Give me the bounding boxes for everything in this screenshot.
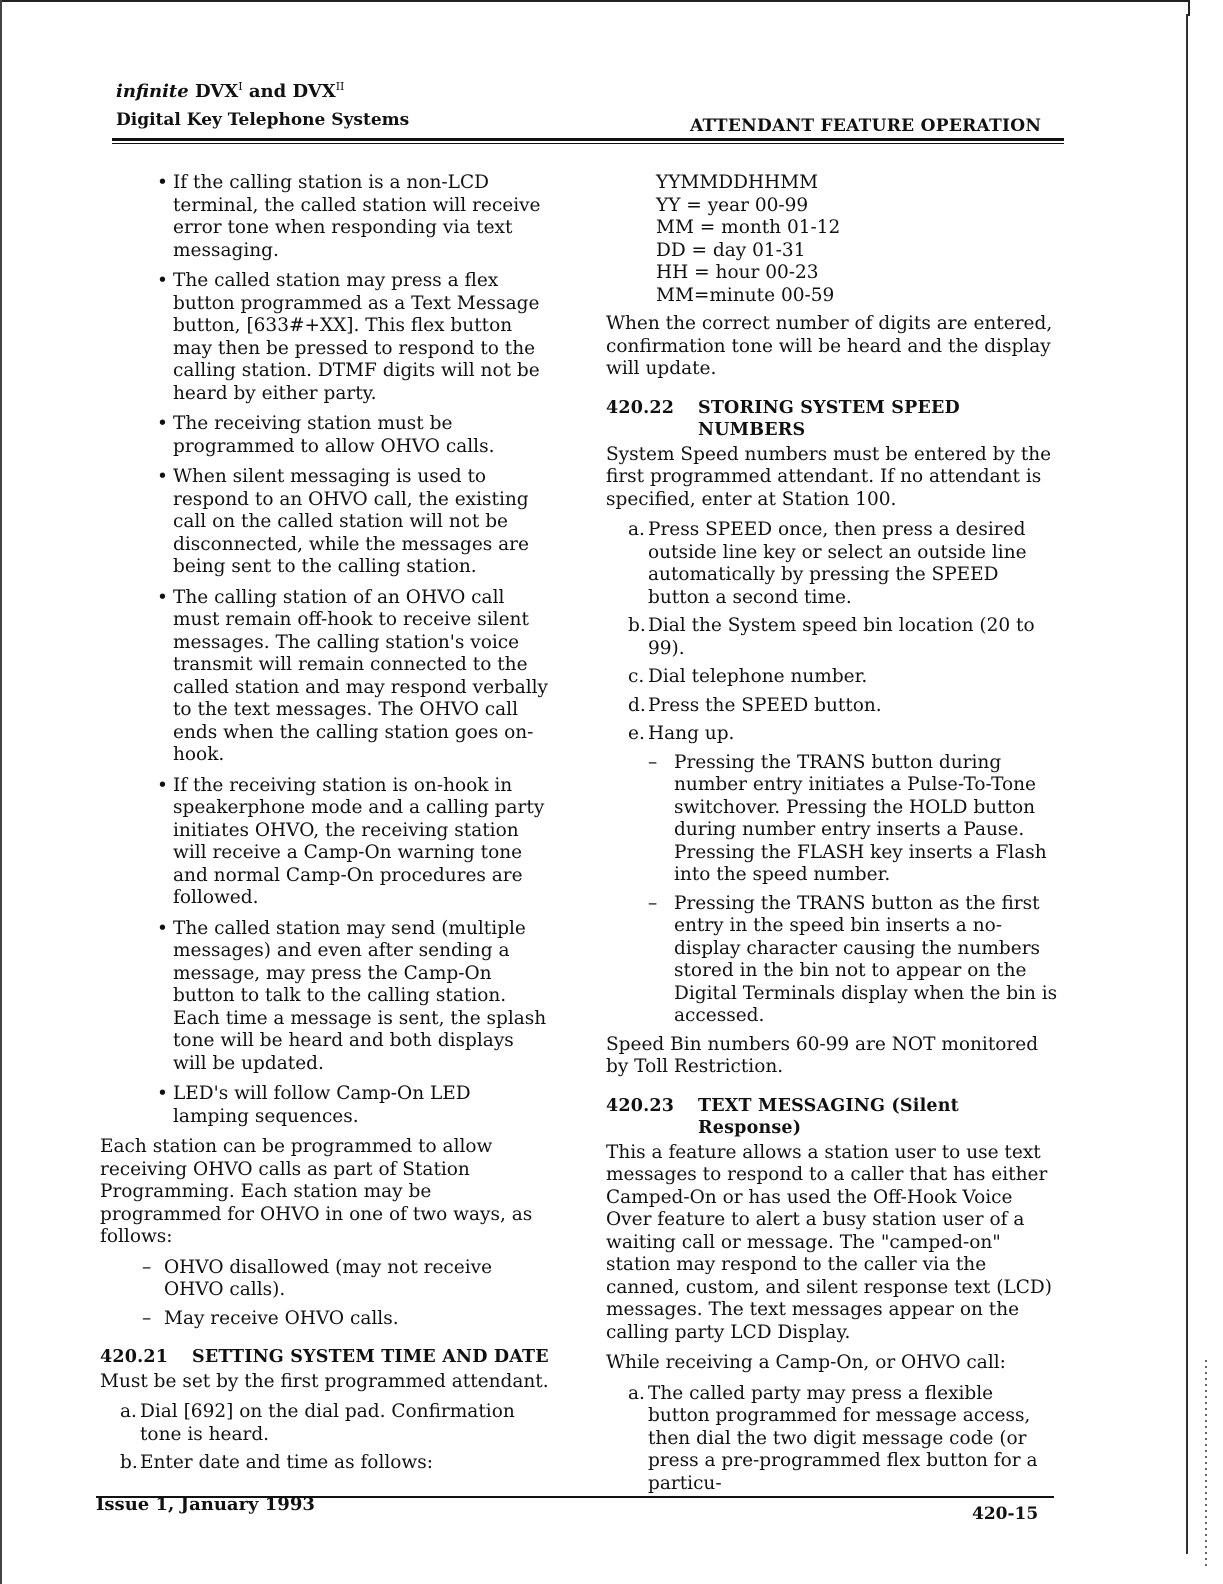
section-heading-420-23: 420.23 TEXT MESSAGING (Silent Response) <box>606 1095 959 1138</box>
bullet-item: • When silent messaging is used to respond to an OHVO call, the existing call on the called station will not be disconnected, while the messages are being sent to the calling station. <box>157 466 529 577</box>
header-section-title: ATTENDANT FEATURE OPERATION <box>690 116 1042 136</box>
scan-frame-top <box>0 0 1190 16</box>
scan-frame-left <box>0 0 2 1584</box>
dash-item: – May receive OHVO calls. <box>142 1307 399 1329</box>
section-intro: Must be set by the first programmed attendant. <box>100 1370 549 1392</box>
bullet-item: • The calling station of an OHVO call must remain off-hook to receive silent messages. The calling station's voice transmit will remain connected to the called station and may respond verbally to the text messages. The OHVO call ends when the calling station goes on-hook. <box>157 586 549 765</box>
scan-dotted-edge <box>1205 1360 1207 1570</box>
section-heading-420-21: 420.21 SETTING SYSTEM TIME AND DATE <box>100 1347 549 1367</box>
date-format-block: YYMMDDHHMM YY = year 00-99 MM = month 01-12 DD = day 01-31 HH = hour 00-23 MM=minute 00-59 <box>656 172 841 306</box>
scan-frame-right <box>1186 14 1188 1554</box>
step-item: a. The called party may press a flexible button programmed for message access, then dial the two digit message code (or press a pre-programmed flex button for a particu- <box>628 1382 1038 1494</box>
section-intro: This a feature allows a station user to use text messages to respond to a caller that has either Camped-On or has used the Off-Hook Voice Over feature to alert a busy station user of a waiting call or message. The "camped-on" station may respond to the caller via the canned, custom, and silent response text (LCD) messages. The text messages appear on the calling party LCD Display. <box>606 1141 1052 1343</box>
ohvo-paragraph: Each station can be programmed to allow receiving OHVO calls as part of Station Programming. Each station may be programmed for OHVO in one of two ways, as follows: <box>100 1136 533 1247</box>
bullet-item: • The called station may press a flex button programmed as a Text Message button, [633#+XX]. This flex button may then be pressed to respond to the calling station. DTMF digits will not be heard by either party. <box>157 270 540 404</box>
step-item: a. Dial [692] on the dial pad. Confirmation tone is heard. <box>120 1401 515 1445</box>
right-column <box>606 172 1058 1501</box>
step-item: b. Enter date and time as follows: <box>120 1452 433 1473</box>
section-intro: System Speed numbers must be entered by the first programmed attendant. If no attendant is specified, enter at Station 100. <box>606 443 1052 510</box>
step-item: c. Dial telephone number. <box>628 666 868 687</box>
step-item: e. Hang up. <box>628 723 735 744</box>
dash-item: – OHVO disallowed (may not receive OHVO calls). <box>142 1256 493 1300</box>
step-item: b. Dial the System speed bin location (20 to 99). <box>628 615 1035 659</box>
header-subtitle: Digital Key Telephone Systems <box>116 110 410 130</box>
bullet-item: • If the receiving station is on-hook in speakerphone mode and a calling party initiates OHVO, the receiving station will receive a Camp-On warning tone and normal Camp-On procedures are followed. <box>157 774 545 908</box>
dash-item: – Pressing the TRANS button during number entry initiates a Pulse-To-Tone switchover. Pressing the HOLD button during number entry inserts a Pause. Pressing the FLASH key inserts a Flash into the speed number. <box>648 751 1047 885</box>
left-column <box>100 172 550 1481</box>
bullet-item: • LED's will follow Camp-On LED lamping sequences. <box>157 1083 471 1127</box>
dash-item: – Pressing the TRANS button as the first entry in the speed bin inserts a no-display character causing the numbers stored in the bin not to appear on the Digital Terminals display when the bin is accessed. <box>648 892 1058 1026</box>
footer-page-number: 420-15 <box>972 1504 1039 1524</box>
header-rule-thin <box>112 143 1064 144</box>
step-item: a. Press SPEED once, then press a desired outside line key or select an outside line automatically by pressing the SPEED button a second time. <box>628 519 1027 608</box>
bullet-item: • If the calling station is a non-LCD terminal, the called station will receive error tone when responding via text messaging. <box>157 172 541 261</box>
bullet-item: • The receiving station must be programmed to allow OHVO calls. <box>157 413 495 457</box>
speed-bin-note: Speed Bin numbers 60-99 are NOT monitored by Toll Restriction. <box>606 1033 1039 1077</box>
bullet-item: • The called station may send (multiple messages) and even after sending a message, may press the Camp-On button to talk to the calling station. Each time a message is sent, the splash tone will be heard and both displays will be updated. <box>157 917 547 1074</box>
confirmation-paragraph: When the correct number of digits are entered, confirmation tone will be heard and the display will update. <box>606 313 1053 379</box>
section-lead: While receiving a Camp-On, or OHVO call: <box>606 1352 1006 1373</box>
step-item: d. Press the SPEED button. <box>628 694 882 716</box>
header-rule-thick <box>112 138 1064 141</box>
header-brand: infinite $DVX^I$ and $DVX^{II}$ <box>116 80 345 102</box>
footer-issue: Issue 1, January 1993 <box>96 1494 315 1515</box>
section-heading-420-22: 420.22 STORING SYSTEM SPEED NUMBERS <box>606 397 960 440</box>
